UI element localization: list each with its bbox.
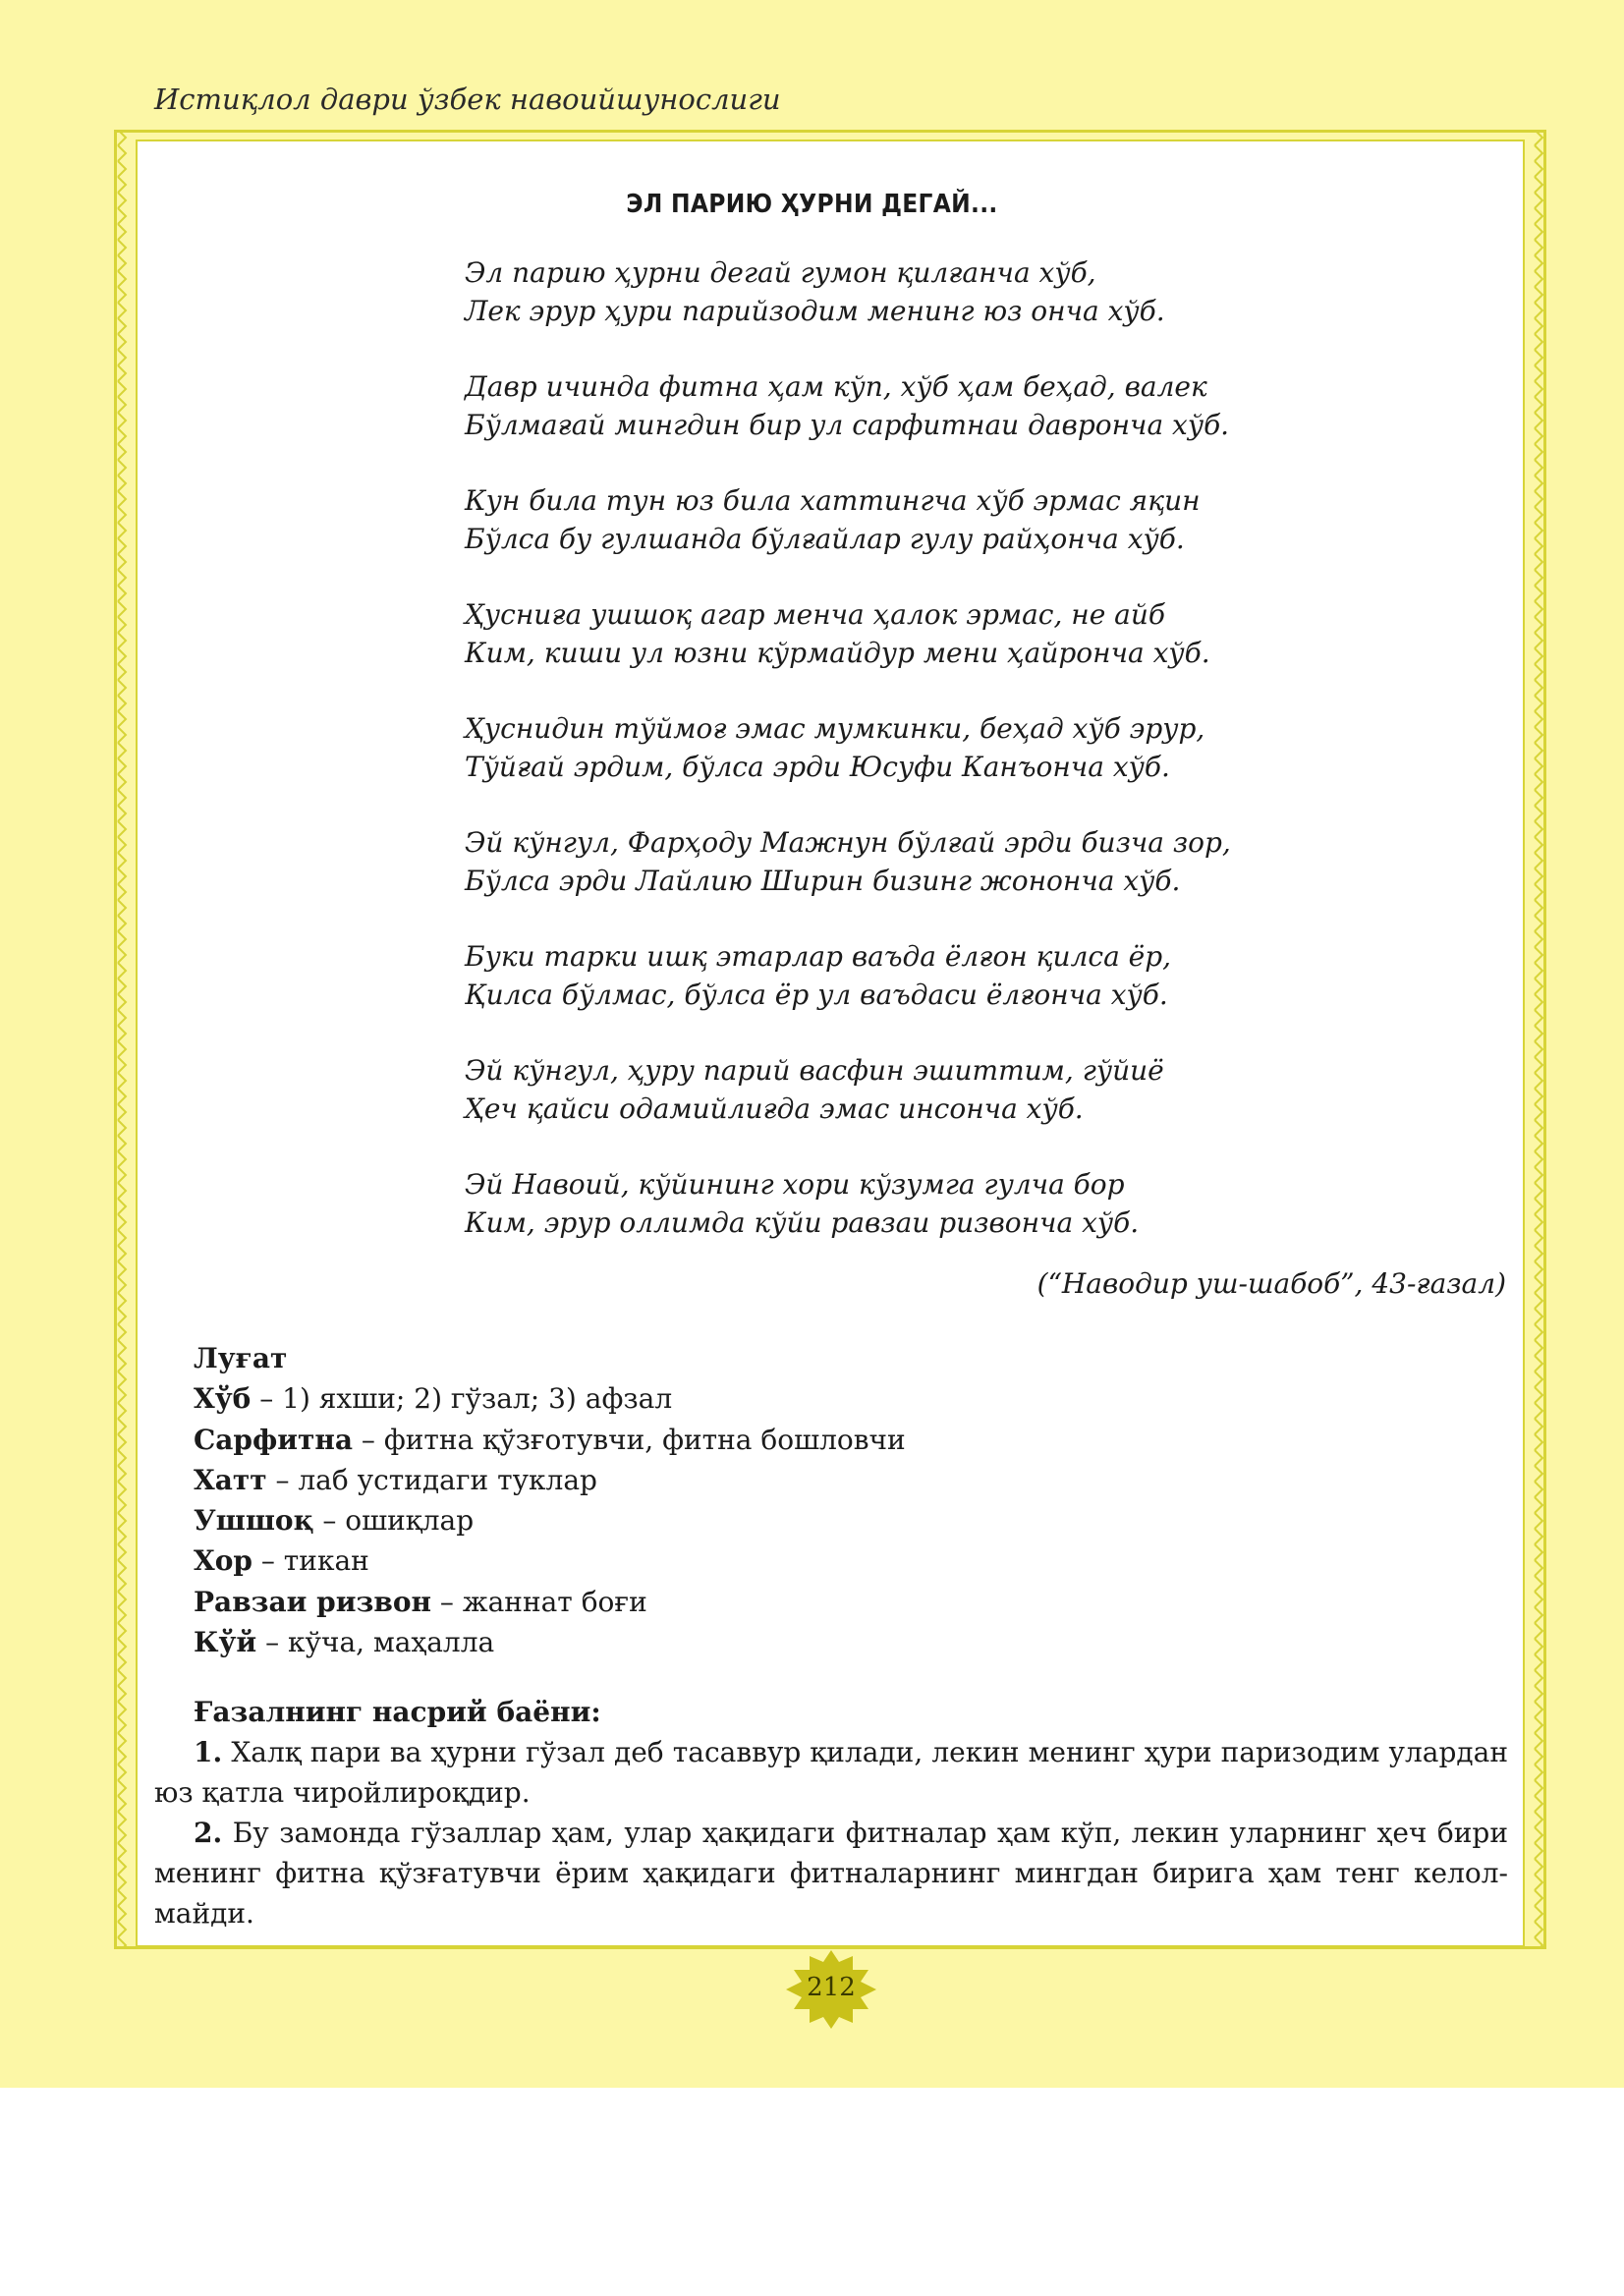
verse-line: Лек эрур ҳури парийзодим менинг юз онча хўб. xyxy=(465,295,1165,327)
glossary-entry xyxy=(194,1500,1510,1540)
glossary-term: Ушшоқ xyxy=(194,1504,314,1538)
verse-line: Эл парию ҳурни дегай гумон қилғанча хўб, xyxy=(465,256,1096,289)
stanza xyxy=(465,1165,1447,1242)
verse-line: Кун била тун юз била хаттингча хўб эрмас яқин xyxy=(465,484,1201,517)
stanza xyxy=(465,367,1447,444)
glossary-term: Хор xyxy=(194,1544,252,1578)
glossary-entry xyxy=(194,1378,1510,1419)
paragraph-text: Халқ пари ва ҳурни гўзал деб тасаввур қилади, лекин менинг ҳури паризодим улардан юз қатла чиройлироқдир. xyxy=(154,1736,1508,1809)
glossary-definition: – фитна қўзғотувчи, фитна бошловчи xyxy=(353,1423,906,1456)
verse-line: Ким, киши ул юзни кўрмайдур мени ҳайронча хўб. xyxy=(465,637,1210,669)
verse-line: Ҳуснидин тўймоғ эмас мумкинки, беҳад хўб эрур, xyxy=(465,712,1205,745)
page-number: 212 xyxy=(807,1973,856,2002)
verse-line: Бўлса эрди Лайлию Ширин бизинг жононча хўб. xyxy=(465,865,1181,897)
running-header: Истиқлол даври ўзбек навоийшунослиги xyxy=(154,83,781,116)
poem-title: ЭЛ ПАРИЮ ҲУРНИ ДЕГАЙ... xyxy=(626,190,998,219)
glossary-term: Равзаи ризвон xyxy=(194,1585,432,1618)
frame-ornament-left-icon xyxy=(116,130,128,1949)
glossary-term: Хўб xyxy=(194,1382,252,1416)
glossary-entry xyxy=(194,1622,1510,1662)
verse-line: Буки тарки ишқ этарлар ваъда ёлғон қилса ёр, xyxy=(465,940,1172,973)
glossary-entry xyxy=(194,1460,1510,1500)
poem-source: (“Наводир уш-шабоб”, 43-ғазал) xyxy=(1036,1267,1506,1300)
verse-line: Эй Навоий, кўйининг хори кўзумга гулча бор xyxy=(465,1168,1125,1201)
verse-line: Эй кўнгул, ҳуру парий васфин эшиттим, гўйиё xyxy=(465,1054,1164,1087)
paragraph-text: Бу замонда гўзаллар ҳам, улар ҳақидаги фитналар ҳам кўп, лекин уларнинг ҳеч бири менинг фитна қўзғатувчи ёрим ҳақидаги фитналарнинг мингдан бирига ҳам тенг келол-майди. xyxy=(154,1817,1508,1930)
stanza xyxy=(465,1051,1447,1128)
stanza xyxy=(465,595,1447,672)
glossary-definition: – ошиқлар xyxy=(313,1504,475,1538)
glossary-entry xyxy=(194,1582,1510,1622)
glossary-definition: – тикан xyxy=(252,1544,369,1578)
stanza xyxy=(465,253,1447,330)
glossary-definition: – 1) яхши; 2) гўзал; 3) афзал xyxy=(251,1382,673,1416)
verse-line: Қилса бўлмас, бўлса ёр ул ваъдаси ёлғонча хўб. xyxy=(465,979,1168,1011)
glossary-entry xyxy=(194,1540,1510,1581)
stanza xyxy=(465,709,1447,786)
frame-ornament-right-icon xyxy=(1533,130,1544,1949)
glossary xyxy=(194,1338,1510,1662)
verse-line: Бўлса бу гулшанда бўлғайлар гулу райҳонча хўб. xyxy=(465,523,1185,555)
verse-line: Ҳеч қайси одамийлиғда эмас инсонча хўб. xyxy=(465,1092,1084,1125)
verse-line: Давр ичинда фитна ҳам кўп, хўб ҳам беҳад, валек xyxy=(465,370,1207,403)
poem xyxy=(465,253,1447,1279)
stanza xyxy=(465,937,1447,1014)
glossary-definition: – лаб устидаги туклар xyxy=(266,1463,597,1496)
glossary-term: Кўй xyxy=(194,1626,257,1659)
verse-line: Тўйғай эрдим, бўлса эрди Юсуфи Канъонча хўб. xyxy=(465,751,1170,783)
glossary-definition: – кўча, маҳалла xyxy=(256,1626,495,1659)
verse-line: Ҳусниға ушшоқ агар менча ҳалок эрмас, не айб xyxy=(465,598,1166,631)
verse-line: Бўлмағай мингдин бир ул сарфитнаи давронча хўб. xyxy=(465,409,1230,441)
glossary-heading: Луғат xyxy=(194,1342,288,1374)
glossary-entry xyxy=(194,1420,1510,1460)
stanza xyxy=(465,823,1447,900)
verse-line: Ким, эрур оллимда кўйи равзаи ризвонча хўб. xyxy=(465,1206,1140,1239)
prose-paragraph xyxy=(154,1813,1508,1933)
paragraph-number: 2. xyxy=(194,1817,223,1849)
glossary-term: Сарфитна xyxy=(194,1423,354,1456)
prose-heading: Ғазалнинг насрий баёни: xyxy=(194,1696,601,1728)
paragraph-number: 1. xyxy=(194,1736,223,1768)
glossary-definition: – жаннат боғи xyxy=(431,1585,647,1618)
prose-section xyxy=(154,1692,1508,1933)
glossary-term: Хатт xyxy=(194,1463,267,1496)
prose-paragraph xyxy=(154,1732,1508,1813)
stanza xyxy=(465,481,1447,558)
verse-line: Эй кўнгул, Фарҳоду Мажнун бўлғай эрди бизча зор, xyxy=(465,826,1231,859)
